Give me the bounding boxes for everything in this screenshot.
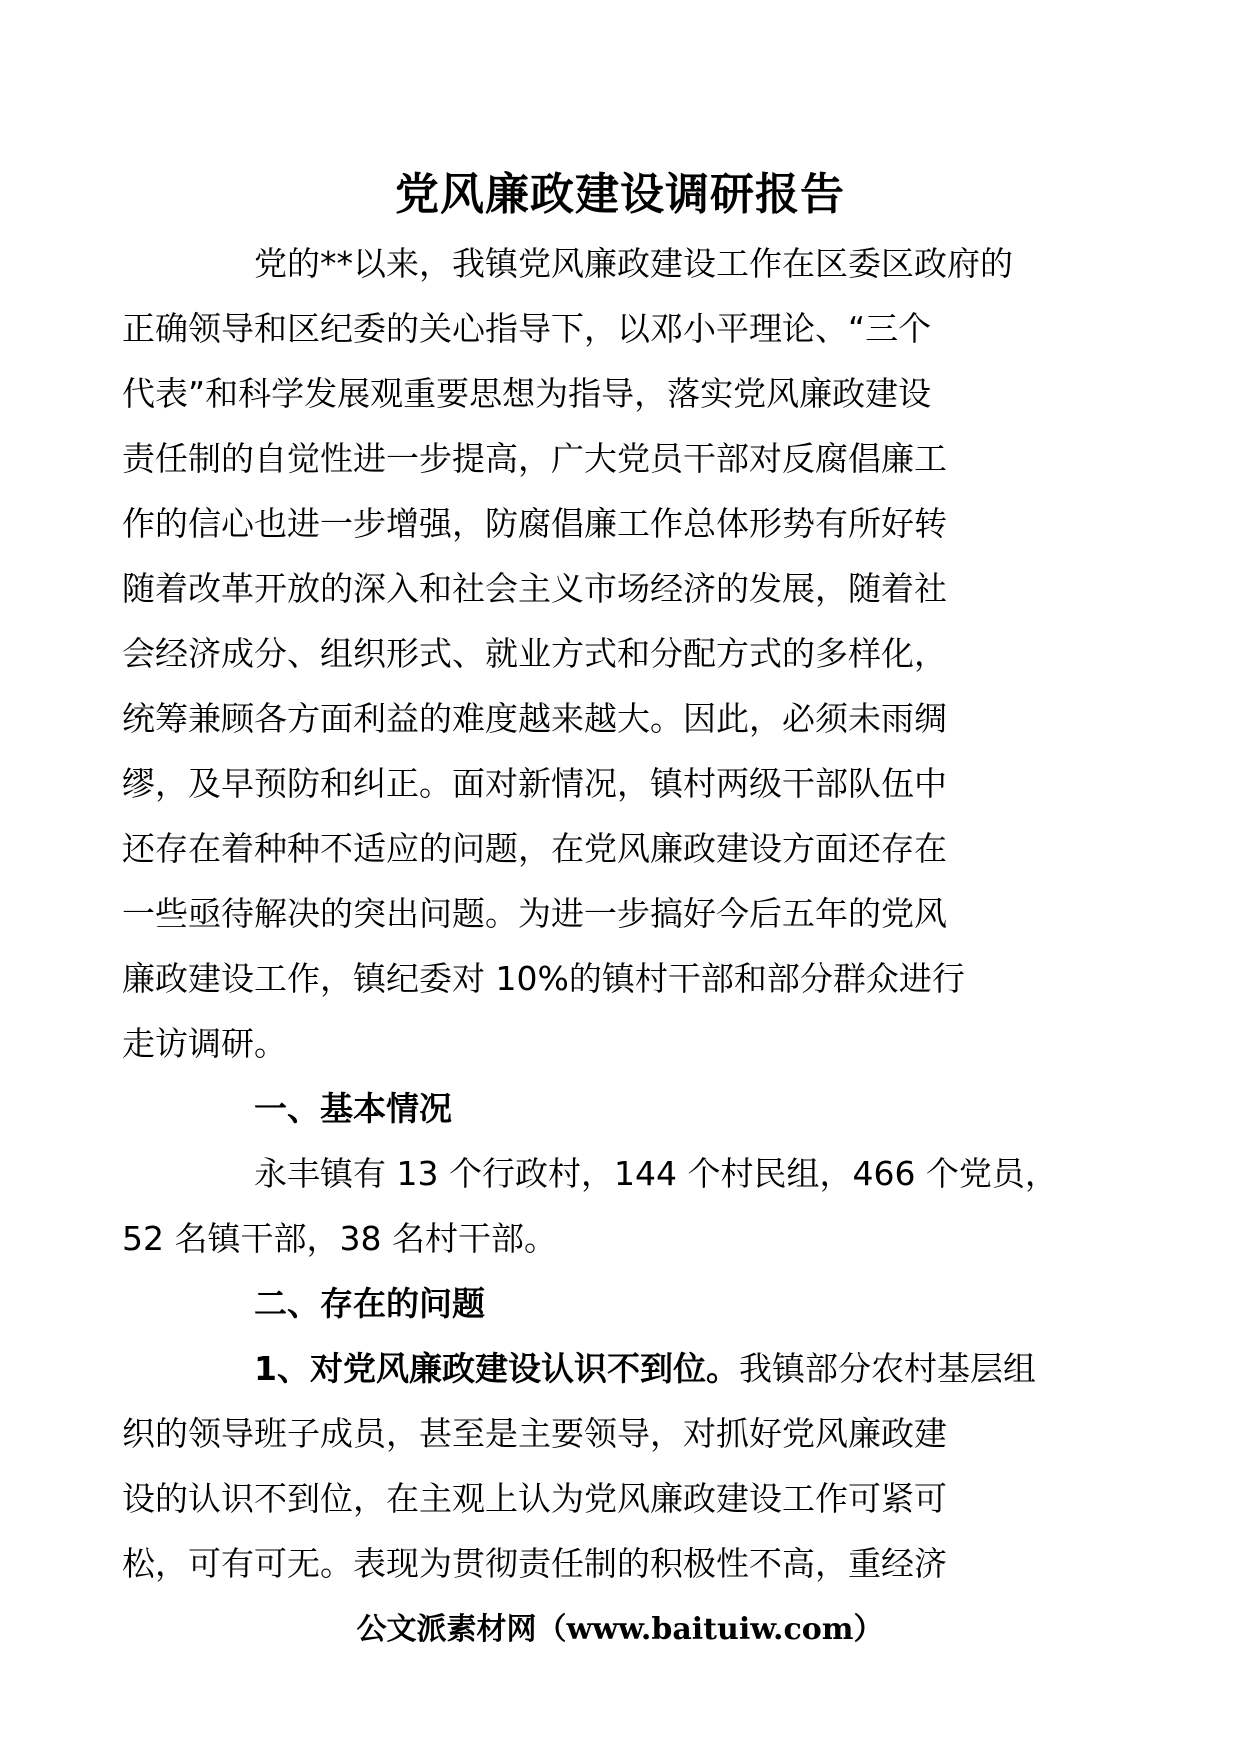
text-line: 会经济成分、组织形式、就业方式和分配方式的多样化， — [122, 634, 947, 673]
section-heading-basic-info: 一、基本情况 — [254, 1089, 452, 1128]
text-line: 廉政建设工作，镇纪委对 10%的镇村干部和部分群众进行 — [122, 959, 965, 998]
problem-item-1-paragraph — [122, 1336, 1048, 1596]
section-heading-problems: 二、存在的问题 — [254, 1284, 485, 1323]
text-line: 统筹兼顾各方面利益的难度越来越大。因此，必须未雨绸 — [122, 699, 947, 738]
text-line: 缪，及早预防和纠正。面对新情况，镇村两级干部队伍中 — [122, 764, 947, 803]
text-line: 党的**以来，我镇党风廉政建设工作在区委区政府的 — [254, 244, 1013, 283]
text-line — [188, 1336, 1048, 1401]
text-line: 52 名镇干部，38 名村干部。 — [122, 1219, 557, 1258]
page-footer: 公文派素材网（www.baituiw.com） — [356, 1612, 884, 1647]
text-line: 责任制的自觉性进一步提高，广大党员干部对反腐倡廉工 — [122, 439, 947, 478]
document-body — [122, 231, 1058, 1596]
text-line: 还存在着种种不适应的问题，在党风廉政建设方面还存在 — [122, 829, 947, 868]
text-line: 织的领导班子成员，甚至是主要领导，对抓好党风廉政建 — [122, 1414, 947, 1453]
text-line: 永丰镇有 13 个行政村，144 个村民组，466 个党员， — [254, 1154, 1058, 1193]
document-title: 党风廉政建设调研报告 — [395, 169, 845, 220]
text-line: 随着改革开放的深入和社会主义市场经济的发展，随着社 — [122, 569, 947, 608]
problem-item-1-text: 我镇部分农村基层组 — [738, 1349, 1036, 1388]
text-line: 走访调研。 — [122, 1024, 287, 1063]
basic-info-paragraph — [122, 1141, 1058, 1271]
text-line: 松，可有可无。表现为贯彻责任制的积极性不高，重经济 — [122, 1544, 947, 1583]
text-line: 正确领导和区纪委的关心指导下，以邓小平理论、“三个 — [122, 309, 932, 348]
problem-item-1-lead: 1、对党风廉政建设认识不到位。 — [254, 1349, 739, 1388]
text-line: 代表”和科学发展观重要思想为指导，落实党风廉政建设 — [122, 374, 932, 413]
text-line: 设的认识不到位，在主观上认为党风廉政建设工作可紧可 — [122, 1479, 947, 1518]
intro-paragraph — [122, 231, 1048, 1076]
text-line: 作的信心也进一步增强，防腐倡廉工作总体形势有所好转 — [122, 504, 947, 543]
text-line: 一些亟待解决的突出问题。为进一步搞好今后五年的党风 — [122, 894, 947, 933]
